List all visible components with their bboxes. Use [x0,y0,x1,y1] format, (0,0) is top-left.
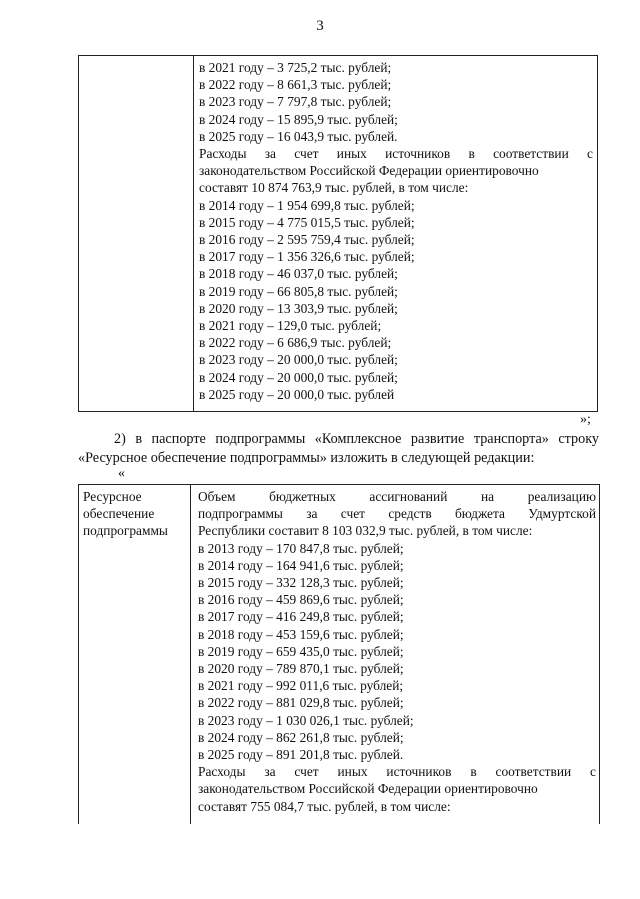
year-line: в 2015 году – 4 775 015,5 тыс. рублей; [199,214,415,230]
year-line: в 2014 году – 164 941,6 тыс. рублей; [198,557,404,573]
other-sources-line: Расходы за счет иных источников в соответствии с [199,146,593,162]
year-line: в 2023 году – 7 797,8 тыс. рублей; [199,94,392,110]
year-line: в 2017 году – 1 356 326,6 тыс. рублей; [199,249,415,265]
intro-line: Республики составит 8 103 032,9 тыс. рублей, в том числе: [198,523,533,539]
other-sources-line: составят 755 084,7 тыс. рублей, в том числе: [198,798,451,814]
table-top-label-cell [79,56,194,412]
year-line: в 2019 году – 659 435,0 тыс. рублей; [198,643,404,659]
year-line: в 2015 году – 332 128,3 тыс. рублей; [198,575,404,591]
year-line: в 2022 году – 881 029,8 тыс. рублей; [198,695,404,711]
other-sources-line: законодательством Российской Федерации ориентировочно [198,781,538,797]
year-line: в 2023 году – 1 030 026,1 тыс. рублей; [198,712,414,728]
year-line: в 2025 году – 891 201,8 тыс. рублей. [198,747,404,763]
closing-quote-mark: »; [580,412,591,427]
year-line: в 2018 году – 46 037,0 тыс. рублей; [199,266,398,282]
year-line: в 2022 году – 8 661,3 тыс. рублей; [199,77,392,93]
other-sources-line: Расходы за счет иных источников в соответствии с [198,764,596,780]
year-line: в 2024 году – 20 000,0 тыс. рублей; [199,369,398,385]
table-bottom-content-cell [191,485,600,825]
table-top-continuation [78,55,598,412]
other-sources-line: законодательством Российской Федерации ориентировочно [199,163,539,179]
intro-line: подпрограммы за счет средств бюджета Удмуртской [198,506,596,522]
year-line: в 2020 году – 789 870,1 тыс. рублей; [198,661,404,677]
year-line: в 2021 году – 129,0 тыс. рублей; [199,318,382,334]
year-line: в 2016 году – 2 595 759,4 тыс. рублей; [199,232,415,248]
table-bottom-label-cell [79,485,191,825]
other-sources-line: составят 10 874 763,9 тыс. рублей, в том числе: [199,180,469,196]
year-line: в 2025 году – 16 043,9 тыс. рублей. [199,128,398,144]
year-line: в 2016 году – 459 869,6 тыс. рублей; [198,592,404,608]
year-line: в 2024 году – 15 895,9 тыс. рублей; [199,111,398,127]
table-top-content-cell [194,56,598,412]
year-line: в 2020 году – 13 303,9 тыс. рублей; [199,300,398,316]
page-number: 3 [316,18,324,34]
year-line: в 2021 году – 992 011,6 тыс. рублей; [198,678,404,694]
year-line: в 2017 году – 416 249,8 тыс. рублей; [198,609,404,625]
amendment-paragraph: 2) в паспорте подпрограммы «Комплексное развитие транспорта» строку «Ресурсное обеспечение подпрограммы» изложить в следующей редакции: [78,431,599,466]
year-line: в 2025 году – 20 000,0 тыс. рублей [199,386,395,402]
year-line: в 2021 году – 3 725,2 тыс. рублей; [199,60,392,75]
table-resource-provision [78,484,600,824]
row-label: Ресурсное обеспечение подпрограммы [83,489,168,539]
year-line: в 2013 году – 170 847,8 тыс. рублей; [198,540,404,556]
year-line: в 2018 году – 453 159,6 тыс. рублей; [198,626,404,642]
year-line: в 2023 году – 20 000,0 тыс. рублей; [199,352,398,368]
opening-quote-mark: « [118,466,125,481]
intro-line: Объем бюджетных ассигнований на реализацию [198,489,596,504]
year-line: в 2022 году – 6 686,9 тыс. рублей; [199,335,392,351]
year-line: в 2014 году – 1 954 699,8 тыс. рублей; [199,197,415,213]
year-line: в 2019 году – 66 805,8 тыс. рублей; [199,283,398,299]
year-line: в 2024 году – 862 261,8 тыс. рублей; [198,729,404,745]
